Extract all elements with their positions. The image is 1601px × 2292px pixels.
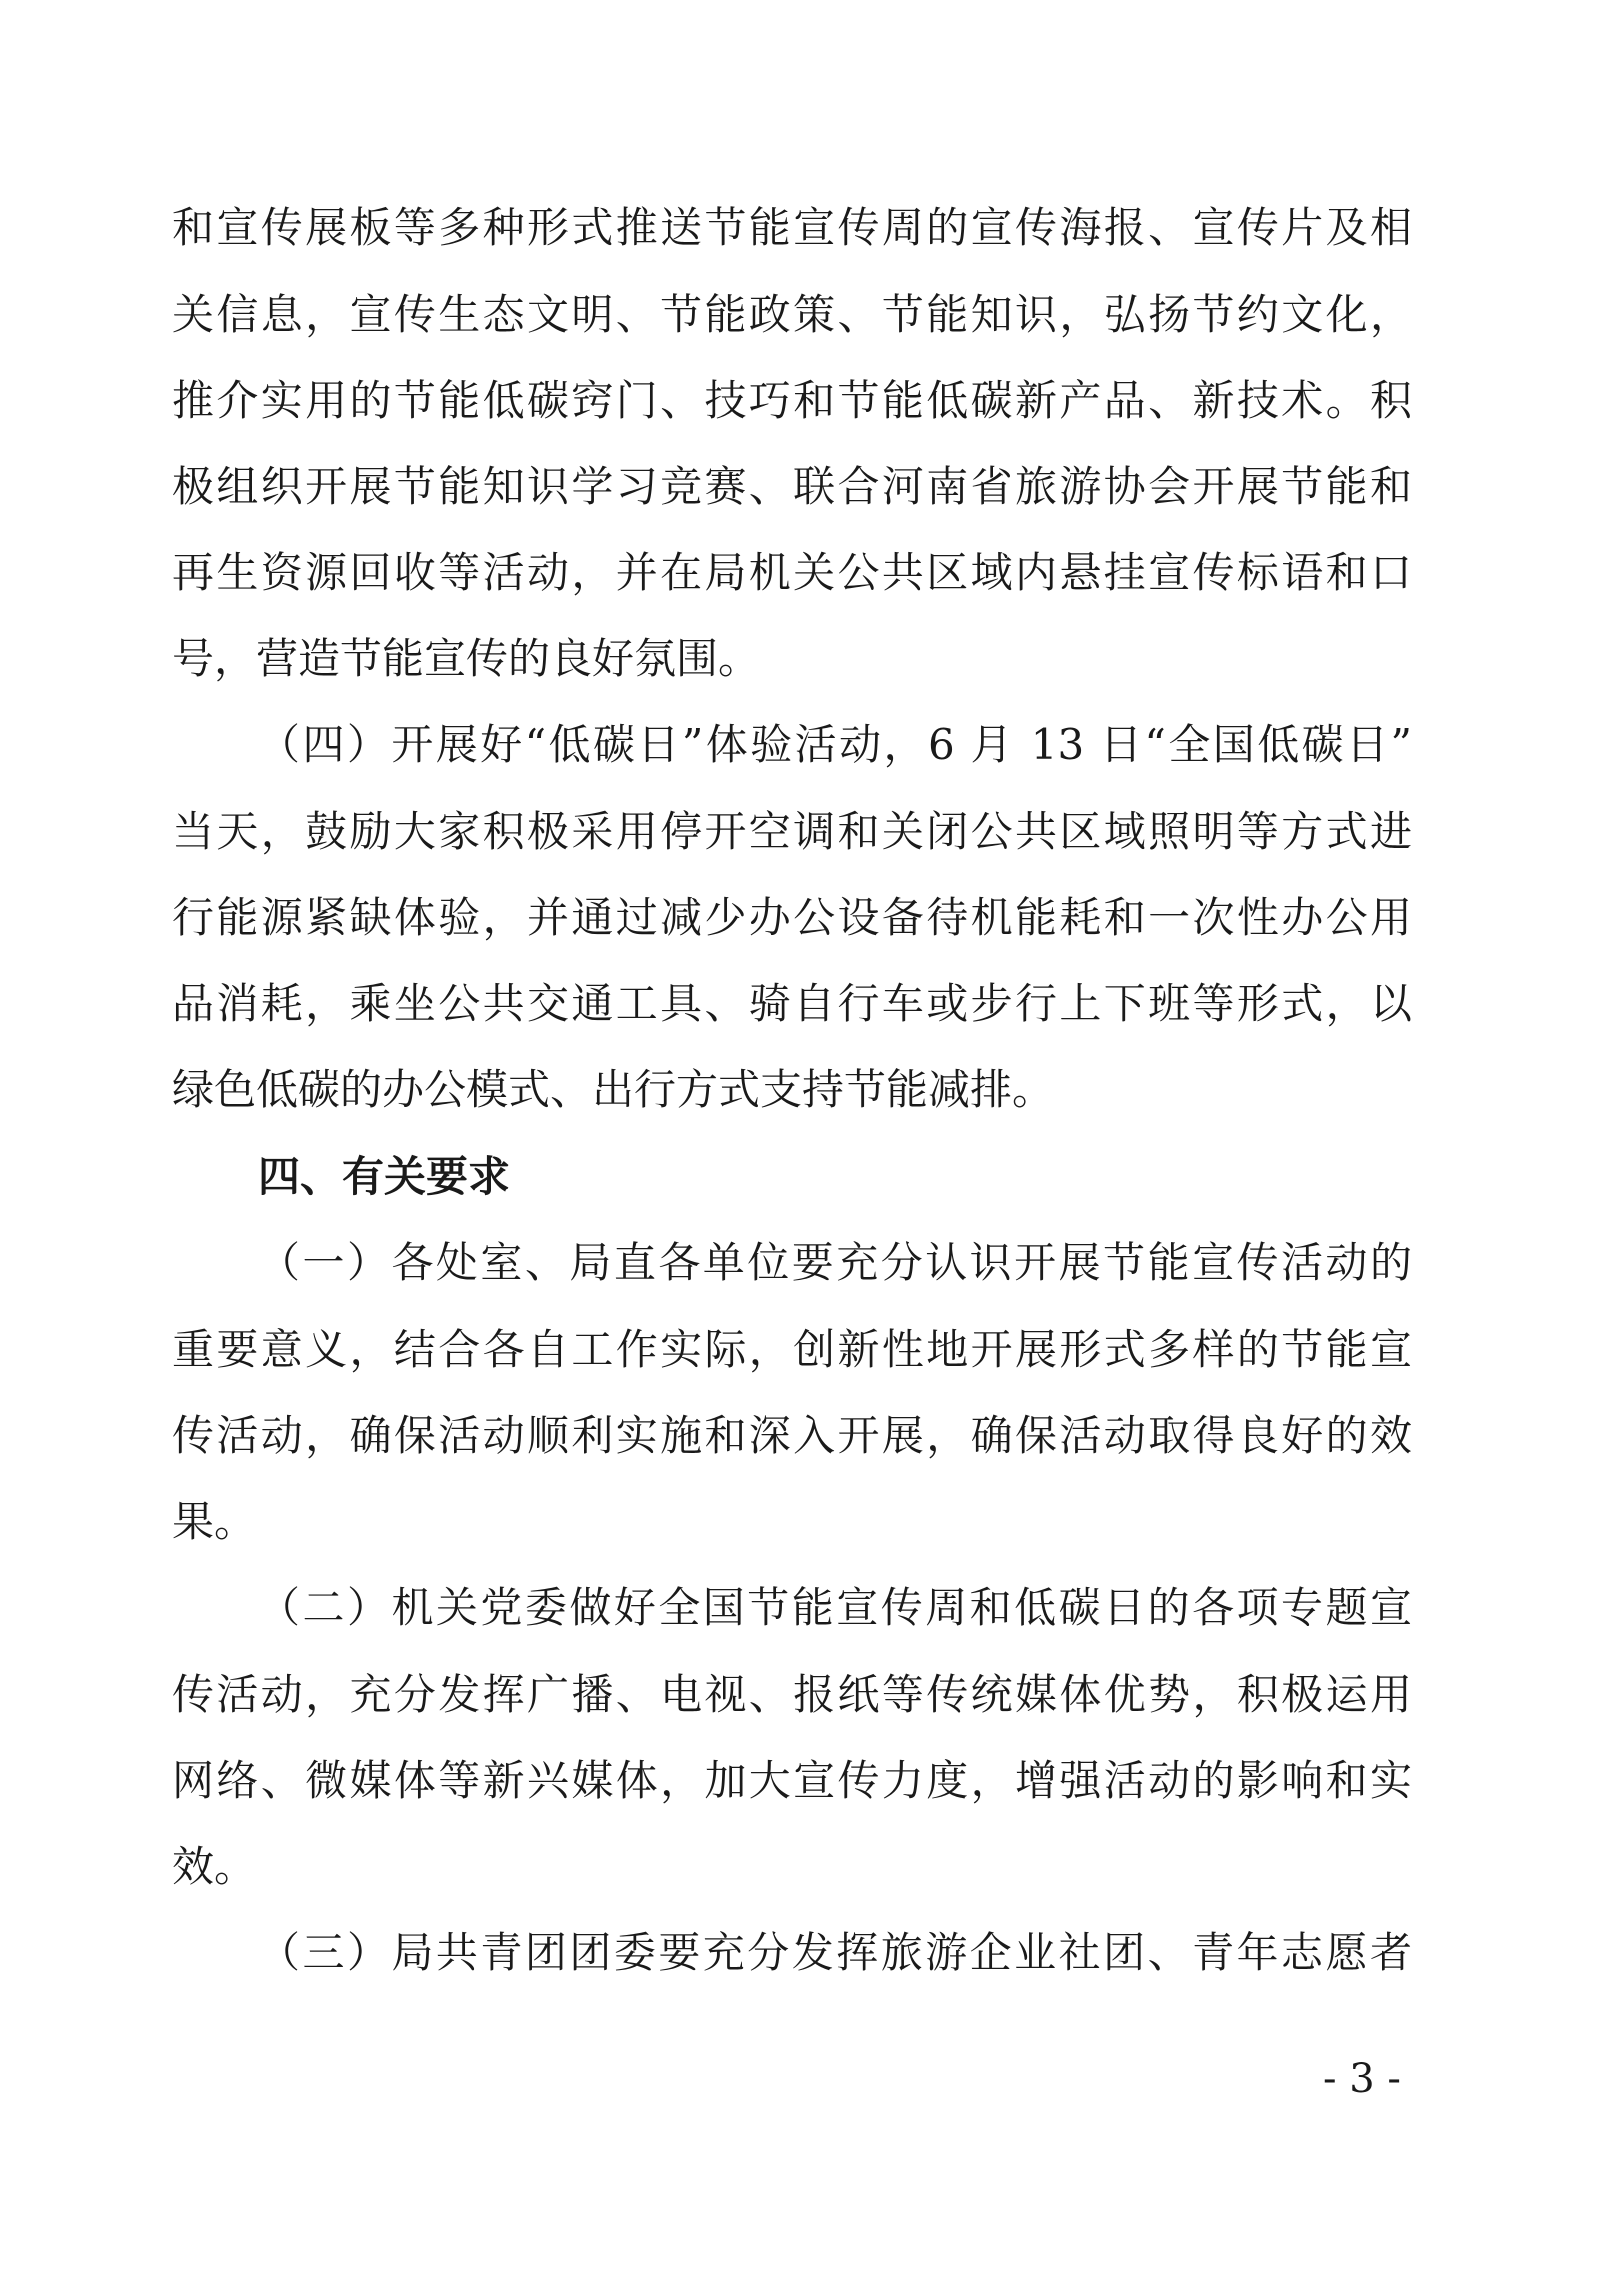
- text-line: 行能源紧缺体验，并通过减少办公设备待机能耗和一次性办公用: [172, 893, 1412, 942]
- text-line: 效。: [172, 1842, 257, 1891]
- section-heading: 四、有关要求: [258, 1152, 511, 1201]
- text-line: 再生资源回收等活动，并在局机关公共区域内悬挂宣传标语和口: [172, 548, 1412, 597]
- text-line: （一）各处室、局直各单位要充分认识开展节能宣传活动的: [258, 1238, 1412, 1287]
- text-line: 推介实用的节能低碳窍门、技巧和节能低碳新产品、新技术。积: [172, 376, 1412, 425]
- text-line: 传活动，充分发挥广播、电视、报纸等传统媒体优势，积极运用: [172, 1670, 1412, 1719]
- text-line: 关信息，宣传生态文明、节能政策、节能知识，弘扬节约文化，: [172, 290, 1412, 339]
- text-line: 重要意义，结合各自工作实际，创新性地开展形式多样的节能宣: [172, 1325, 1412, 1374]
- text-line: （二）机关党委做好全国节能宣传周和低碳日的各项专题宣: [258, 1583, 1412, 1632]
- page-number: - 3 -: [1323, 2056, 1401, 2102]
- text-line: 号，营造节能宣传的良好氛围。: [172, 634, 761, 683]
- text-line: 品消耗，乘坐公共交通工具、骑自行车或步行上下班等形式，以: [172, 979, 1412, 1028]
- text-line: （三）局共青团团委要充分发挥旅游企业社团、青年志愿者: [258, 1928, 1412, 1977]
- text-line: （四）开展好“低碳日”体验活动，6 月 13 日“全国低碳日”: [258, 720, 1412, 769]
- text-line: 当天，鼓励大家积极采用停开空调和关闭公共区域照明等方式进: [172, 807, 1412, 856]
- text-line: 极组织开展节能知识学习竞赛、联合河南省旅游协会开展节能和: [172, 462, 1412, 511]
- text-line: 和宣传展板等多种形式推送节能宣传周的宣传海报、宣传片及相: [172, 203, 1412, 252]
- text-line: 传活动，确保活动顺利实施和深入开展，确保活动取得良好的效: [172, 1411, 1412, 1460]
- text-line: 绿色低碳的办公模式、出行方式支持节能减排。: [172, 1065, 1055, 1114]
- text-line: 网络、微媒体等新兴媒体，加大宣传力度，增强活动的影响和实: [172, 1756, 1412, 1805]
- text-line: 果。: [172, 1497, 257, 1546]
